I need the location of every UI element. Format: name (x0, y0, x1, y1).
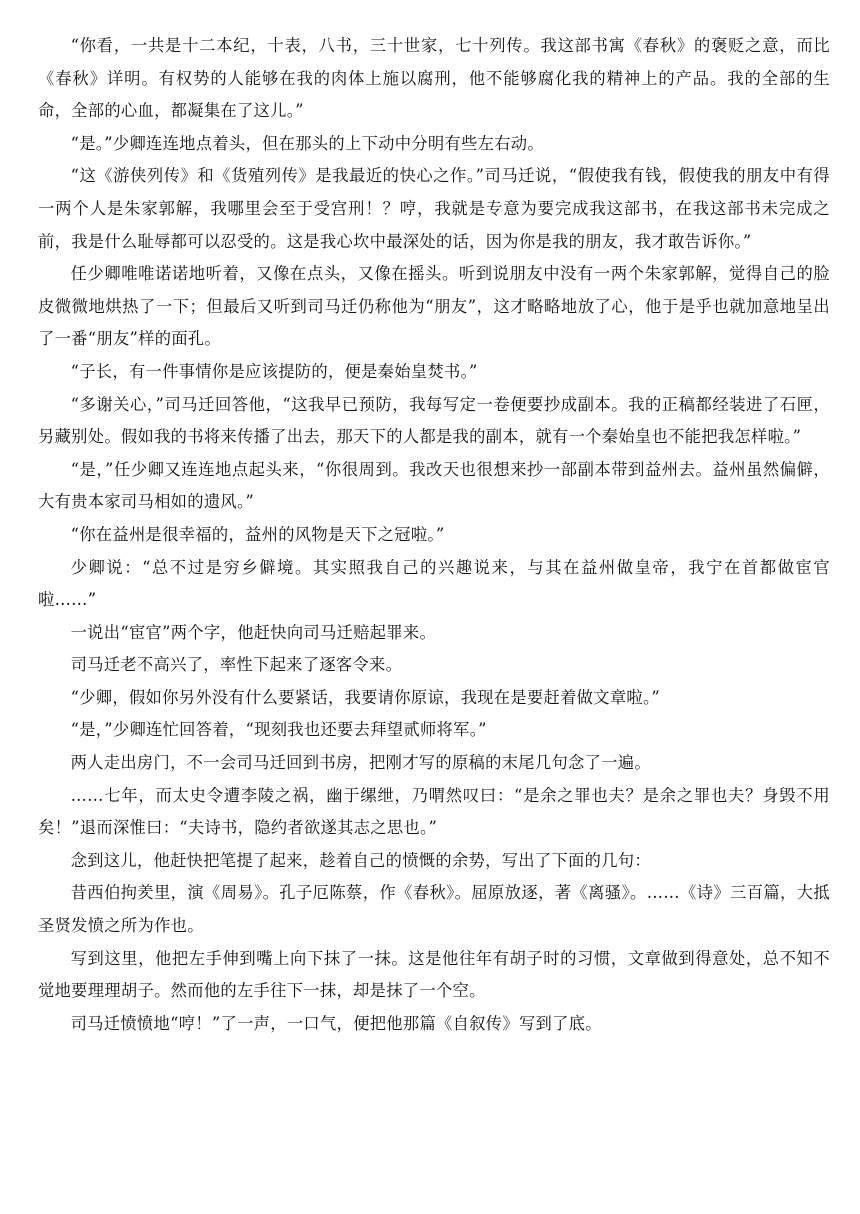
paragraph: 任少卿唯唯诺诺地听着，又像在点头，又像在摇头。听到说朋友中没有一两个朱家郭解，觉得自己的脸皮微微地烘热了一下；但最后又听到司马迁仍称他为“朋友”，这才略略地放了心，他于是乎也就加意地呈出了一番“朋友”样的面孔。 (38, 264, 830, 349)
paragraph: “这《游侠列传》和《货殖列传》是我最近的快心之作。”司马迁说，“假使我有钱，假使我的朋友中有得一两个人是朱家郭解，我哪里会至于受宫刑！？哼，我就是专意为要完成我这部书，在我这部书未完成之前，我是什么耻辱都可以忍受的。这是我心坎中最深处的话，因为你是我的朋友，我才敢告诉你。” (38, 166, 830, 251)
paragraph: “你在益州是很幸福的，益州的风物是天下之冠啦。” (70, 524, 445, 544)
paragraph: “子长，有一件事情你是应该提防的，便是秦始皇焚书。” (70, 361, 478, 381)
paragraph: 司马迁愤愤地“哼！”了一声，一口气，便把他那篇《自叙传》写到了底。 (70, 1013, 602, 1033)
paragraph: 念到这儿，他赶快把笔提了起来，趁着自己的愤慨的余势，写出了下面的几句： (70, 850, 651, 870)
paragraph: “是。”少卿连连地点着头，但在那头的上下动中分明有些左右动。 (70, 133, 544, 153)
paragraph: 司马迁老不高兴了，率性下起来了逐客令来。 (70, 655, 403, 675)
paragraph: 少卿说：“总不过是穷乡僻境。其实照我自己的兴趣说来，与其在益州做皇帝，我宁在首都做宦官啦……” (38, 557, 830, 610)
paragraph: 两人走出房门，不一会司马迁回到书房，把刚才写的原稿的末尾几句念了一遍。 (70, 753, 651, 773)
paragraph: “是，”少卿连忙回答着，“现刻我也还要去拜望贰师将军。” (70, 720, 487, 740)
paragraph: 一说出“宦官”两个字，他赶快向司马迁赔起罪来。 (70, 622, 437, 642)
paragraph: ……七年，而太史令遭李陵之祸，幽于缧绁，乃喟然叹曰：“是余之罪也夫？是余之罪也夫？身毁不用矣！”退而深惟曰：“夫诗书，隐约者欲遂其志之思也。” (38, 785, 830, 838)
paragraph: “少卿，假如你另外没有什么要紧话，我要请你原谅，我现在是要赶着做文章啦。” (70, 687, 661, 707)
paragraph: “多谢关心，”司马迁回答他，“这我早已预防，我每写定一卷便要抄成副本。我的正稿都经装进了石匣，另藏别处。假如我的书将来传播了出去，那天下的人都是我的副本，就有一个秦始皇也不能把我怎样啦。” (38, 394, 830, 447)
paragraph: 昔西伯拘羑里，演《周易》。孔子厄陈蔡，作《春秋》。屈原放逐，著《离骚》。……《诗》三百篇，大抵圣贤发愤之所为作也。 (38, 883, 830, 936)
paragraph: 写到这里，他把左手伸到嘴上向下抹了一抹。这是他往年有胡子时的习惯，文章做到得意处，总不知不觉地要理理胡子。然而他的左手往下一抹，却是抹了一个空。 (38, 948, 830, 1001)
paragraph: “是，”任少卿又连连地点起头来，“你很周到。我改天也很想来抄一部副本带到益州去。益州虽然偏僻，大有贵本家司马相如的遗风。” (38, 459, 830, 512)
paragraph: “你看，一共是十二本纪，十表，八书，三十世家，七十列传。我这部书寓《春秋》的褒贬之意，而比《春秋》详明。有权势的人能够在我的肉体上施以腐刑，他不能够腐化我的精神上的产品。我的全部的生命，全部的心血，都凝集在了这儿。” (38, 36, 830, 121)
